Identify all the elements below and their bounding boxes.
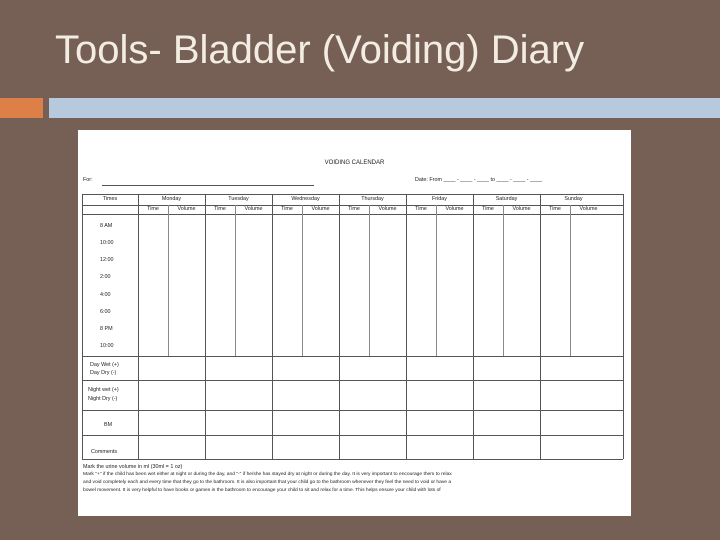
night-wet-label: Night wet (+) xyxy=(88,387,119,393)
time-row-label: 8 PM xyxy=(100,326,113,332)
grid-line xyxy=(623,194,624,459)
accent-bar-orange xyxy=(0,98,43,118)
sub-header-volume: Volume xyxy=(579,206,598,212)
grid-line xyxy=(82,214,623,215)
day-header: Tuesday xyxy=(228,196,249,202)
time-row-label: 12:00 xyxy=(100,257,114,263)
voiding-calendar-image xyxy=(78,130,631,516)
day-header: Sunday xyxy=(564,196,583,202)
dates-label: Date: From ____ - ____ - ____ to ____ - ____ - ____ xyxy=(415,177,543,183)
grid-line xyxy=(406,194,407,459)
bm-label: BM xyxy=(104,422,113,428)
grid-line xyxy=(138,194,139,459)
day-dry-label: Day Dry (-) xyxy=(90,370,117,376)
instruction-line: Mark "+" if the child has been wet either at night or during the day, and "-" if he/she has stayed dry at night or during the day. It is very important to encourage them to relax xyxy=(83,472,452,477)
day-header: Thursday xyxy=(361,196,384,202)
grid-line xyxy=(168,205,169,356)
form-heading: VOIDING CALENDAR xyxy=(324,160,385,166)
grid-line xyxy=(205,194,206,459)
grid-line xyxy=(570,205,571,356)
sub-header-volume: Volume xyxy=(244,206,263,212)
grid-line xyxy=(503,205,504,356)
grid-line xyxy=(540,194,541,459)
sub-header-volume: Volume xyxy=(311,206,330,212)
sub-header-volume: Volume xyxy=(378,206,397,212)
for-line xyxy=(102,185,314,186)
sub-header-time: Time xyxy=(147,206,159,212)
comments-label: Comments xyxy=(91,449,118,455)
grid-line xyxy=(82,410,623,411)
sub-header-time: Time xyxy=(281,206,293,212)
grid-line xyxy=(82,205,623,206)
day-header: Saturday xyxy=(495,196,518,202)
instruction-line: and void completely each and every time that they go to the bathroom. It is also important that your child go to the bathroom whenever they feel the need to void or have a xyxy=(83,480,452,485)
grid-line xyxy=(82,356,623,357)
slide-title: Tools- Bladder (Voiding) Diary xyxy=(55,28,585,72)
grid-line xyxy=(82,194,623,195)
grid-line xyxy=(272,194,273,459)
time-row-label: 10:00 xyxy=(100,343,114,349)
sub-header-time: Time xyxy=(415,206,427,212)
time-row-label: 4:00 xyxy=(100,292,111,298)
grid-line xyxy=(235,205,236,356)
sub-header-time: Time xyxy=(549,206,561,212)
grid-line xyxy=(82,435,623,436)
instruction-line: Mark the urine volume in ml (30ml = 1 oz) xyxy=(83,464,183,470)
sub-header-time: Time xyxy=(348,206,360,212)
sub-header-volume: Volume xyxy=(177,206,196,212)
night-dry-label: Night Dry (-) xyxy=(88,396,118,402)
sub-header-time: Time xyxy=(214,206,226,212)
instruction-line: bowel movement. It is very helpful to have books or games in the bathroom to encourage your child to sit and relax for a time. This helps ensure your child with lots of xyxy=(83,488,441,493)
grid-line xyxy=(339,194,340,459)
sub-header-volume: Volume xyxy=(512,206,531,212)
grid-line xyxy=(302,205,303,356)
day-wet-label: Day Wet (+) xyxy=(90,362,119,368)
sub-header-time: Time xyxy=(482,206,494,212)
day-header: Wednesday xyxy=(291,196,320,202)
for-label: For: xyxy=(83,177,93,183)
grid-line xyxy=(82,459,623,460)
time-row-label: 6:00 xyxy=(100,309,111,315)
grid-line xyxy=(436,205,437,356)
day-header: Monday xyxy=(161,196,182,202)
grid-line xyxy=(82,380,623,381)
grid-line xyxy=(369,205,370,356)
grid-line xyxy=(82,194,83,459)
accent-bar-blue xyxy=(49,98,720,118)
time-row-label: 10:00 xyxy=(100,240,114,246)
time-row-label: 8 AM xyxy=(100,223,113,229)
day-header: Friday xyxy=(432,196,447,202)
grid-line xyxy=(473,194,474,459)
sub-header-volume: Volume xyxy=(445,206,464,212)
times-header: Times xyxy=(102,196,118,202)
time-row-label: 2:00 xyxy=(100,274,111,280)
